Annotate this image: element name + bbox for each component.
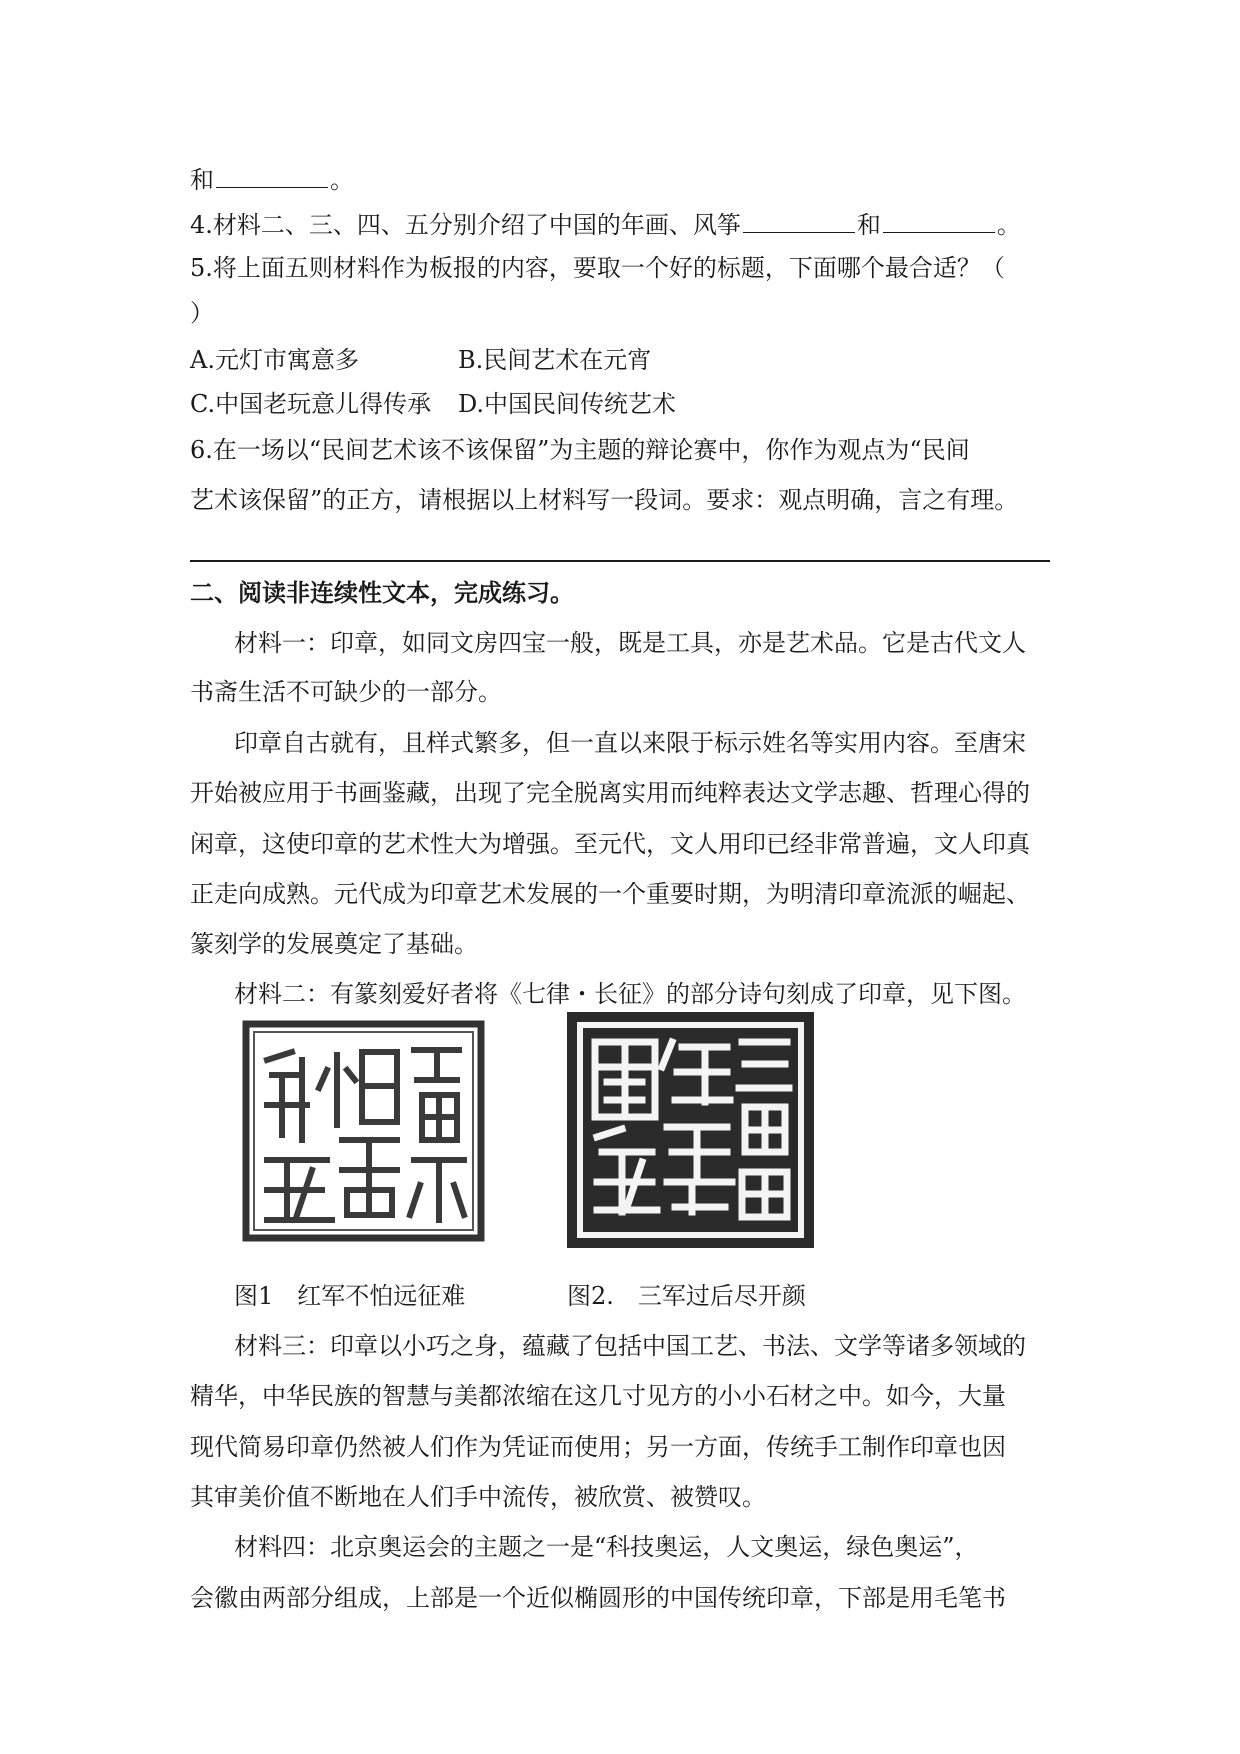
option-b[interactable]: B.民间艺术在元宵 bbox=[458, 346, 652, 374]
material-3-line: 精华，中华民族的智慧与美都浓缩在这几寸见方的小小石材之中。如今，大量 bbox=[190, 1382, 1006, 1410]
material-4-line: 材料四：北京奥运会的主题之一是“科技奥运，人文奥运，绿色奥运”， bbox=[234, 1533, 979, 1561]
material-1-line: 材料一：印章，如同文房四宝一般，既是工具，亦是艺术品。它是古代文人 bbox=[234, 629, 1026, 657]
material-1-line: 闲章，这使印章的艺术性大为增强。至元代，文人用印已经非常普遍，文人印真 bbox=[190, 830, 1030, 858]
material-1-line: 篆刻学的发展奠定了基础。 bbox=[190, 930, 478, 958]
seal-image-1 bbox=[242, 1020, 485, 1242]
question-5-close: ） bbox=[190, 299, 214, 327]
material-4-line: 会徽由两部分组成，上部是一个近似椭圆形的中国传统印章，下部是用毛笔书 bbox=[190, 1584, 1006, 1612]
material-2-intro: 材料二：有篆刻爱好者将《七律・长征》的部分诗句刻成了印章，见下图。 bbox=[234, 980, 1026, 1008]
material-1-line: 开始被应用于书画鉴藏，出现了完全脱离实用而纯粹表达文学志趣、哲理心得的 bbox=[190, 779, 1030, 807]
answer-line[interactable] bbox=[190, 560, 1050, 562]
material-1-line: 正走向成熟。元代成为印章艺术发展的一个重要时期，为明清印章流派的崛起、 bbox=[190, 880, 1030, 908]
seal-image-2 bbox=[567, 1012, 814, 1248]
question-6-line1: 6.在一场以“民间艺术该不该保留”为主题的辩论赛中，你作为观点为“民间 bbox=[190, 436, 970, 464]
option-d[interactable]: D.中国民间传统艺术 bbox=[458, 390, 677, 418]
option-a[interactable]: A.元灯市寓意多 bbox=[190, 346, 359, 374]
question-6-line2: 艺术该保留”的正方，请根据以上材料写一段词。要求：观点明确，言之有理。 bbox=[190, 486, 1019, 514]
material-1-line: 书斋生活不可缺少的一部分。 bbox=[190, 678, 502, 706]
figure-1-caption: 图1 红军不怕远征难 bbox=[234, 1282, 466, 1310]
q3-tail: 和 。 bbox=[190, 163, 354, 195]
answer-blank[interactable] bbox=[743, 208, 855, 233]
question-5: 5.将上面五则材料作为板报的内容，要取一个好的标题，下面哪个最合适？（ bbox=[190, 254, 1005, 282]
answer-blank[interactable] bbox=[216, 163, 328, 188]
material-3-line: 现代简易印章仍然被人们作为凭证而使用；另一方面，传统手工制作印章也因 bbox=[190, 1433, 1006, 1461]
material-1-line: 印章自古就有，且样式繁多，但一直以来限于标示姓名等实用内容。至唐宋 bbox=[234, 729, 1026, 757]
figure-2-caption: 图2. 三军过后尽开颜 bbox=[567, 1282, 806, 1310]
answer-blank[interactable] bbox=[883, 208, 995, 233]
question-4: 4.材料二、三、四、五分别介绍了中国的年画、风筝 和 。 bbox=[190, 208, 1021, 240]
material-3-line: 材料三：印章以小巧之身，蕴藏了包括中国工艺、书法、文学等诸多领域的 bbox=[234, 1332, 1026, 1360]
material-3-line: 其审美价值不断地在人们手中流传，被欣赏、被赞叹。 bbox=[190, 1483, 766, 1511]
section-heading: 二、阅读非连续性文本，完成练习。 bbox=[190, 579, 574, 607]
option-c[interactable]: C.中国老玩意儿得传承 bbox=[190, 390, 432, 418]
